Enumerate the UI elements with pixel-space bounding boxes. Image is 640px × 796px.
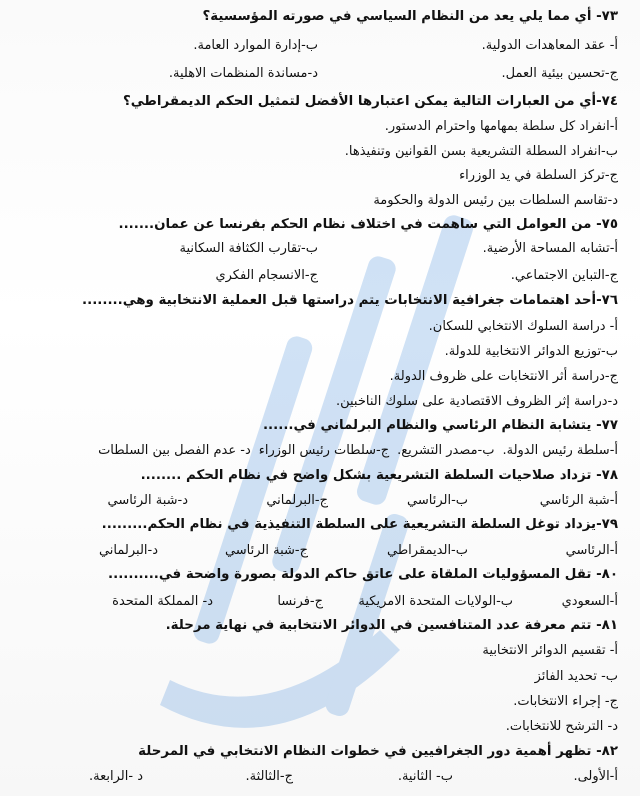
question-75: ٧٥- من العوامل التي ساهمت في اختلاف نظام الحكم بفرنسا عن عمان....... — [118, 217, 618, 232]
option-b: ب-الرئاسي — [407, 493, 468, 508]
question-79: ٧٩-يزداد توغل السلطة التشريعية على السلطة التنفيذية في نظام الحكم......... — [101, 517, 618, 532]
options-79 — [18, 542, 618, 562]
option-c: ج-دراسة أثر الانتخابات على ظروف الدولة. — [389, 369, 618, 384]
option-d: د-تقاسم السلطات بين رئيس الدولة والحكومة — [373, 193, 618, 208]
option-b: ب- الثانية. — [397, 769, 453, 784]
option-a: أ-تشابه المساحة الأرضية. — [482, 241, 618, 256]
options-75-row2 — [18, 267, 618, 287]
option-d: د-دراسة إثر الظروف الاقتصادية على سلوك الناخبين. — [335, 394, 618, 409]
option-b: ب-الولايات المتحدة الامريكية — [358, 594, 513, 609]
option-c: ج- إجراء الانتخابات. — [513, 694, 618, 709]
option-b: ب-تقارب الكثافة السكانية — [179, 241, 318, 256]
question-82: ٨٢- تظهر أهمية دور الجغرافيين في خطوات النظام الانتخابي في المرحلة — [138, 744, 618, 759]
option-d: د- الترشح للانتخابات. — [505, 719, 618, 734]
option-a: أ- تقسيم الدوائر الانتخابية — [482, 643, 618, 658]
option-d: د-شبة الرئاسي — [107, 493, 188, 508]
option-b: ب- تحديد الفائز — [534, 669, 618, 684]
option-d: د- المملكة المتحدة — [112, 594, 213, 609]
option-c: ج-تركز السلطة في يد الوزراء — [459, 168, 618, 183]
option-b: ب-انفراد السطلة التشريعية بسن القوانين وتنفيذها. — [344, 144, 618, 159]
option-d: د-مساندة المنظمات الاهلية. — [168, 66, 318, 81]
option-a: أ-الأولى. — [573, 769, 618, 784]
option-a: أ- عقد المعاهدات الدولية. — [481, 38, 618, 53]
option-d: د-البرلماني — [98, 543, 158, 558]
question-78: ٧٨- تزداد صلاحيات السلطة التشريعية بشكل واضح في نظام الحكم ........ — [140, 468, 618, 483]
question-80: ٨٠- تقل المسؤوليات الملقاة على عاتق حاكم الدولة بصورة واضحة في.......... — [108, 567, 618, 582]
option-a: أ- دراسة السلوك الانتخابي للسكان. — [428, 319, 618, 334]
option-c: ج-فرنسا — [277, 594, 323, 609]
option-c: ج-الثالثة. — [245, 769, 293, 784]
options-82 — [18, 768, 618, 788]
option-d: د -الرابعة. — [89, 769, 143, 784]
option-c: ج-سلطات رئيس الوزراء — [258, 443, 390, 458]
option-a: أ-الرئاسي — [565, 543, 618, 558]
option-c: ج-التباين الاجتماعي. — [510, 268, 618, 283]
option-b: ب-مصدر التشريع. — [397, 443, 495, 458]
question-76: ٧٦-أحد اهتمامات جغرافية الانتخابات يتم دراستها قبل العملية الانتخابية وهي........ — [82, 293, 618, 308]
option-a: أ-السعودي — [561, 594, 618, 609]
option-c: ج-البرلماني — [266, 493, 328, 508]
question-73: ٧٣- أي مما يلي يعد من النظام السياسي في صورته المؤسسية؟ — [202, 9, 618, 24]
option-b: ب-توزيع الدوائر الانتخابية للدولة. — [444, 344, 618, 359]
option-b: ب-الديمقراطي — [386, 543, 468, 558]
options-80 — [18, 593, 618, 613]
option-b: ب-إدارة الموارد العامة. — [193, 38, 318, 53]
question-74: ٧٤-أي من العبارات التالية يمكن اعتبارها الأفضل لتمثيل الحكم الديمقراطي؟ — [122, 94, 618, 109]
options-77 — [18, 442, 618, 462]
options-75-row1 — [18, 240, 618, 260]
option-a: أ-شبة الرئاسي — [539, 493, 618, 508]
option-d: د- عدم الفصل بين السلطات — [98, 443, 251, 458]
question-81: ٨١- تتم معرفة عدد المتنافسين في الدوائر الانتخابية في نهاية مرحلة. — [165, 618, 618, 633]
options-73-row1 — [18, 37, 618, 57]
options-73-row2 — [18, 65, 618, 85]
question-77: ٧٧- يتشابة النظام الرئاسي والنظام البرلماني في...... — [262, 418, 618, 433]
option-d: ج-الانسجام الفكري — [215, 268, 318, 283]
option-a: أ-سلطة رئيس الدولة. — [502, 443, 618, 458]
option-a: أ-انفراد كل سلطة بمهامها واحترام الدستور. — [384, 119, 618, 134]
option-c: ج-شبة الرئاسي — [224, 543, 308, 558]
options-78 — [18, 492, 618, 512]
option-c: ج-تحسين بيئية العمل. — [501, 66, 618, 81]
